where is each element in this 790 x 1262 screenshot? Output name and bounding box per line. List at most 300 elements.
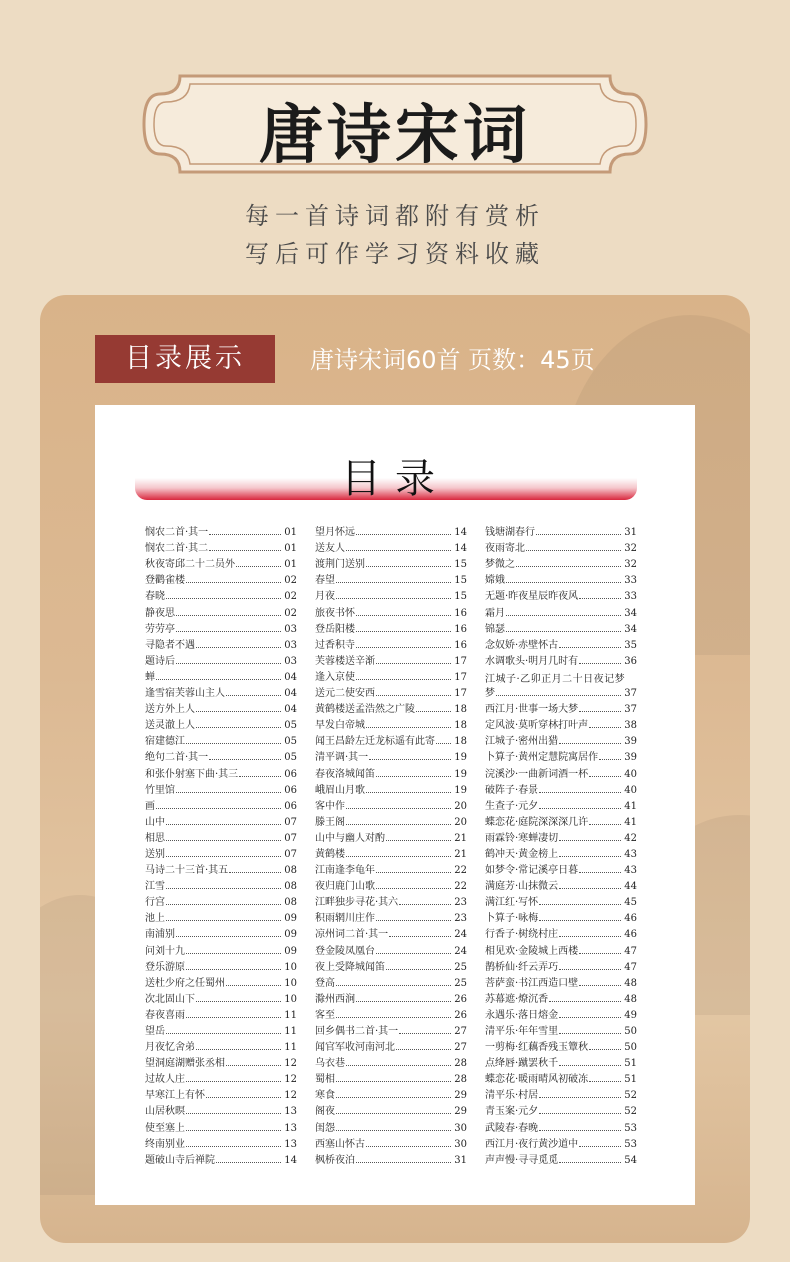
toc-entry: [145, 731, 297, 747]
dot-leader: [579, 663, 621, 664]
dot-leader: [186, 743, 281, 744]
dot-leader: [589, 776, 621, 777]
toc-entry-title: 破阵子·春景: [485, 784, 539, 796]
toc-entry-page: 07: [284, 816, 297, 828]
toc-entry-title: 送杜少府之任蜀州: [145, 977, 225, 989]
toc-entry-title: 闻王昌龄左迁龙标遥有此寄: [315, 736, 435, 748]
dot-leader: [376, 663, 451, 664]
toc-column: [485, 522, 637, 1166]
toc-entry-page: 02: [284, 575, 297, 587]
toc-entry: [145, 538, 297, 554]
toc-entry: [315, 667, 467, 683]
dot-leader: [436, 743, 451, 744]
toc-entry: [145, 1005, 297, 1021]
toc-entry-title: 过香积寺: [315, 639, 355, 651]
dot-leader: [166, 920, 281, 921]
toc-entry-page: 10: [284, 993, 297, 1005]
toc-entry-title: 满庭芳·山抹微云: [485, 881, 559, 893]
toc-entry-title: 春晓: [145, 591, 165, 603]
toc-entry-title: 望月怀远: [315, 527, 355, 539]
toc-entry-page: 14: [454, 527, 467, 539]
toc-entry-page: 21: [454, 832, 467, 844]
toc-entry-title: 南浦别: [145, 929, 175, 941]
toc-entry-page: 54: [624, 1154, 637, 1166]
toc-entry-title: 月夜忆舍弟: [145, 1042, 195, 1054]
toc-entry-page: 22: [454, 865, 467, 877]
dot-leader: [356, 679, 451, 680]
toc-entry-title: 望洞庭湖赠张丞相: [145, 1058, 225, 1070]
toc-entry-title: 蝶恋花·庭院深深深几许: [485, 816, 589, 828]
toc-entry-page: 27: [454, 1026, 467, 1037]
dot-leader: [166, 840, 281, 841]
toc-entry-title: 终南别业: [145, 1138, 185, 1150]
toc-entry-page: 52: [624, 1090, 637, 1102]
toc-entry: [485, 747, 637, 763]
toc-entry-title: 夜上受降城闻笛: [315, 961, 385, 973]
toc-entry-title: 题诗后: [145, 655, 175, 667]
toc-entry-page: 14: [454, 543, 467, 555]
dot-leader: [376, 872, 451, 873]
toc-entry: [485, 699, 637, 715]
toc-entry: [485, 522, 637, 538]
dot-leader: [376, 776, 451, 777]
dot-leader: [399, 904, 451, 905]
toc-entry: [485, 538, 637, 554]
toc-entry-page: 13: [284, 1106, 297, 1118]
toc-entry: [485, 1005, 637, 1021]
toc-entry: [485, 651, 637, 667]
toc-entry-page: 20: [454, 800, 467, 812]
dot-leader: [346, 824, 451, 825]
dot-leader: [176, 663, 281, 664]
dot-leader: [356, 631, 451, 632]
dot-leader: [176, 631, 281, 632]
toc-entry: [145, 940, 297, 956]
toc-entry: [485, 908, 637, 924]
toc-entry: [315, 908, 467, 924]
toc-entry: [315, 747, 467, 763]
toc-entry-title: 武陵春·春晚: [485, 1122, 539, 1134]
toc-entry: [315, 570, 467, 586]
dot-leader: [209, 759, 281, 760]
toc-entry-page: 19: [454, 752, 467, 764]
toc-entry: [145, 1085, 297, 1101]
dot-leader: [559, 1017, 621, 1018]
title-cartouche: [140, 72, 650, 176]
toc-entry-page: 52: [624, 1106, 637, 1118]
toc-entry-title: 画: [145, 800, 155, 812]
toc-entry-title: 送友人: [315, 543, 345, 555]
toc-entry: [145, 892, 297, 908]
dot-leader: [166, 824, 281, 825]
toc-entry-title: 马诗二十三首·其五: [145, 865, 229, 877]
toc-entry: [315, 1101, 467, 1117]
toc-title: 目录: [341, 456, 449, 502]
toc-entry: [145, 586, 297, 602]
toc-entry-title: 秋夜寄邱二十二员外: [145, 559, 235, 571]
toc-entry-title: 芙蓉楼送辛渐: [315, 655, 375, 667]
toc-entry-title: 相思: [145, 832, 165, 844]
toc-entry: [485, 586, 637, 602]
dot-leader: [559, 743, 621, 744]
toc-entry-title: 梦微之: [485, 559, 515, 571]
dot-leader: [579, 711, 621, 712]
toc-entry: [145, 683, 297, 699]
dot-leader: [166, 598, 281, 599]
dot-leader: [216, 1162, 281, 1163]
dot-leader: [389, 936, 451, 937]
toc-entry: [145, 1117, 297, 1133]
toc-entry: [315, 828, 467, 844]
toc-entry-title: 卜算子·黄州定慧院寓居作: [485, 752, 599, 764]
toc-entry-title: 蝉: [145, 671, 155, 683]
toc-entry-title: 静夜思: [145, 607, 175, 619]
dot-leader: [539, 920, 621, 921]
toc-entry: [485, 957, 637, 973]
toc-entry: [145, 635, 297, 651]
toc-entry-page: 08: [284, 881, 297, 893]
toc-entry: [315, 892, 467, 908]
dot-leader: [346, 856, 451, 857]
toc-entry: [315, 715, 467, 731]
dot-leader: [506, 631, 621, 632]
toc-entry-title: 钱塘湖春行: [485, 527, 535, 539]
toc-entry-page: 31: [624, 527, 637, 539]
toc-entry-title: 登金陵凤凰台: [315, 945, 375, 957]
toc-entry: [485, 812, 637, 828]
toc-entry-page: 46: [624, 929, 637, 941]
toc-entry: [145, 860, 297, 876]
toc-entry: [485, 1069, 637, 1085]
toc-entry-page: 11: [284, 1009, 297, 1021]
toc-entry-title: 满江红·写怀: [485, 897, 539, 909]
toc-entry-page: 21: [454, 848, 467, 860]
toc-entry-title: 江雪: [145, 881, 165, 893]
toc-entry-page: 03: [284, 655, 297, 667]
dot-leader: [589, 824, 621, 825]
dot-leader: [196, 1049, 281, 1050]
dot-leader: [376, 953, 451, 954]
toc-entry-page: 43: [624, 848, 637, 860]
toc-entry-page: 40: [624, 768, 637, 780]
dot-leader: [166, 904, 281, 905]
toc-entry: [315, 957, 467, 973]
toc-entry-page: 33: [624, 575, 637, 587]
dot-leader: [206, 1097, 281, 1098]
toc-entry-page: 29: [454, 1106, 467, 1118]
dot-leader: [539, 1113, 621, 1114]
toc-entry-page: 44: [624, 881, 637, 893]
dot-leader: [549, 1001, 621, 1002]
toc-entry-page: 15: [454, 575, 467, 587]
toc-entry: [485, 619, 637, 635]
toc-entry-title: 绝句二首·其一: [145, 752, 209, 764]
dot-leader: [196, 711, 281, 712]
dot-leader: [356, 1162, 451, 1163]
toc-entry-title: 和张仆射塞下曲·其三: [145, 768, 239, 780]
toc-entry-title: 送灵澈上人: [145, 720, 195, 732]
toc-entry-page: 31: [454, 1154, 467, 1166]
toc-entry: [315, 844, 467, 860]
toc-entry-title: 山中: [145, 816, 165, 828]
dot-leader: [156, 808, 281, 809]
toc-entry: [485, 876, 637, 892]
toc-entry-page: 09: [284, 913, 297, 925]
dot-leader: [579, 1146, 621, 1147]
dot-leader: [166, 856, 281, 857]
dot-leader: [559, 888, 621, 889]
dot-leader: [336, 1113, 451, 1114]
toc-entry-page: 39: [624, 736, 637, 748]
toc-entry: [315, 635, 467, 651]
toc-entry-title: 菩萨蛮·书江西造口壁: [485, 977, 579, 989]
toc-entry-title-wrap: 梦: [485, 688, 495, 700]
toc-entry: [315, 1037, 467, 1053]
toc-entry-page: 16: [454, 623, 467, 635]
toc-entry-title: 行宫: [145, 897, 165, 909]
toc-entry: [315, 1021, 467, 1037]
section-label: 目录展示: [95, 335, 275, 383]
toc-entry: [315, 1069, 467, 1085]
dot-leader: [386, 969, 451, 970]
toc-entry: [315, 554, 467, 570]
toc-entry-page: 37: [624, 688, 637, 700]
toc-entry-page: 45: [624, 897, 637, 909]
toc-entry: [145, 651, 297, 667]
toc-entry-page: 06: [284, 784, 297, 796]
toc-entry-title: 闻官军收河南河北: [315, 1042, 395, 1054]
toc-entry: [145, 924, 297, 940]
dot-leader: [539, 904, 621, 905]
toc-entry: [145, 1150, 297, 1166]
toc-entry: [145, 699, 297, 715]
toc-entry-page: 34: [624, 623, 637, 635]
dot-leader: [226, 1065, 281, 1066]
dot-leader: [589, 1081, 621, 1082]
toc-entry-page: 03: [284, 623, 297, 635]
toc-entry-title: 逢雪宿芙蓉山主人: [145, 688, 225, 700]
toc-entry: [485, 1117, 637, 1133]
toc-entry: [315, 699, 467, 715]
dot-leader: [416, 711, 451, 712]
dot-leader: [336, 1097, 451, 1098]
dot-leader: [186, 1081, 281, 1082]
toc-entry: [485, 1150, 637, 1166]
dot-leader: [336, 985, 451, 986]
toc-entry-page: 07: [284, 832, 297, 844]
toc-entry-title: 阁夜: [315, 1106, 335, 1118]
toc-entry-title: 问刘十九: [145, 945, 185, 957]
toc-entry-page: 50: [624, 1042, 637, 1054]
dot-leader: [356, 615, 451, 616]
toc-entry-page: 02: [284, 607, 297, 619]
toc-entry: [145, 812, 297, 828]
toc-entry-title: 鹤冲天·黄金榜上: [485, 848, 559, 860]
toc-entry-title: 宿建德江: [145, 736, 185, 748]
toc-entry-title: 客中作: [315, 800, 345, 812]
toc-entry-page: 34: [624, 607, 637, 619]
toc-entry: [145, 1101, 297, 1117]
toc-entry: [315, 1085, 467, 1101]
toc-entry-title: 清平乐·村居: [485, 1090, 539, 1102]
toc-entry-title: 清平乐·年年雪里: [485, 1026, 559, 1037]
dot-leader: [559, 1162, 621, 1163]
toc-entry: [145, 522, 297, 538]
toc-entry-page: 02: [284, 591, 297, 603]
dot-leader: [356, 647, 451, 648]
toc-entry-title: 鹊桥仙·纤云弄巧: [485, 961, 559, 973]
toc-entry-title: 定风波·莫听穿林打叶声: [485, 720, 589, 732]
dot-leader: [369, 759, 451, 760]
toc-entry-page: 11: [284, 1042, 297, 1054]
toc-entry-page: 50: [624, 1026, 637, 1037]
dot-leader: [336, 1081, 451, 1082]
toc-entry-title: 念奴娇·赤壁怀古: [485, 639, 559, 651]
toc-entry-page: 17: [454, 655, 467, 667]
dot-leader: [516, 566, 621, 567]
toc-entry-title: 西塞山怀古: [315, 1138, 365, 1150]
toc-entry: [145, 602, 297, 618]
toc-entry-title: 寻隐者不遇: [145, 639, 195, 651]
dot-leader: [559, 856, 621, 857]
dot-leader: [579, 953, 621, 954]
dot-leader: [176, 792, 281, 793]
dot-leader: [156, 679, 281, 680]
toc-entry-title: 峨眉山月歌: [315, 784, 365, 796]
toc-entry-title: 春夜喜雨: [145, 1009, 185, 1021]
toc-entry: [485, 763, 637, 779]
dot-leader: [539, 792, 621, 793]
toc-entry: [315, 940, 467, 956]
toc-entry-title: 夜归鹿门山歌: [315, 881, 375, 893]
toc-entry-title: 江城子·密州出猎: [485, 736, 559, 748]
dot-leader: [226, 985, 281, 986]
toc-entry-title: 西江月·世事一场大梦: [485, 704, 579, 716]
toc-entry-page: 15: [454, 559, 467, 571]
toc-entry: [315, 1117, 467, 1133]
toc-entry-title: 悯农二首·其一: [145, 527, 209, 539]
toc-entry-title: 月夜: [315, 591, 335, 603]
toc-entry: [145, 763, 297, 779]
dot-leader: [376, 695, 451, 696]
dot-leader: [346, 808, 451, 809]
dot-leader: [186, 582, 281, 583]
toc-entry-title: 旅夜书怀: [315, 607, 355, 619]
toc-entry-page: 18: [454, 720, 467, 732]
dot-leader: [186, 969, 281, 970]
toc-entry: [485, 731, 637, 747]
toc-entry-page: 16: [454, 607, 467, 619]
dot-leader: [166, 1033, 281, 1034]
toc-entry-title: 西江月·夜行黄沙道中: [485, 1138, 579, 1150]
toc-entry-title: 苏幕遮·燎沉香: [485, 993, 549, 1005]
toc-entry-title: 乌衣巷: [315, 1058, 345, 1070]
toc-entry: [315, 796, 467, 812]
toc-entry: [485, 940, 637, 956]
toc-entry-page: 04: [284, 671, 297, 683]
toc-entry-page: 04: [284, 704, 297, 716]
toc-entry-title: 登乐游原: [145, 961, 185, 973]
toc-entry: [315, 651, 467, 667]
toc-entry: [485, 715, 637, 731]
toc-entry-page: 19: [454, 768, 467, 780]
dot-leader: [559, 969, 621, 970]
toc-entry-title: 无题·昨夜星辰昨夜风: [485, 591, 579, 603]
toc-entry-page: 14: [284, 1154, 297, 1166]
toc-entry-title: 清平调·其一: [315, 752, 369, 764]
toc-entry: [485, 844, 637, 860]
dot-leader: [559, 936, 621, 937]
dot-leader: [209, 550, 281, 551]
dot-leader: [336, 1017, 451, 1018]
toc-entry: [485, 828, 637, 844]
toc-entry-title: 池上: [145, 913, 165, 925]
toc-entry-page: 35: [624, 639, 637, 651]
toc-entry: [145, 1069, 297, 1085]
toc-entry-page: 06: [284, 768, 297, 780]
toc-entry-title: 春夜洛城闻笛: [315, 768, 375, 780]
toc-entry-page: 47: [624, 961, 637, 973]
dot-leader: [559, 1033, 621, 1034]
toc-entry-page: 20: [454, 816, 467, 828]
toc-entry: [145, 1037, 297, 1053]
toc-entry-page: 05: [284, 752, 297, 764]
toc-entry: [315, 1005, 467, 1021]
dot-leader: [589, 1049, 621, 1050]
toc-entry-page: 05: [284, 736, 297, 748]
page-title: 唐诗宋词: [259, 98, 531, 173]
toc-entry: [315, 860, 467, 876]
toc-entry-page: 32: [624, 543, 637, 555]
toc-entry-title: 水调歌头·明月几时有: [485, 655, 579, 667]
toc-entry-title: 青玉案·元夕: [485, 1106, 539, 1118]
toc-entry: [145, 796, 297, 812]
toc-entry: [315, 1134, 467, 1150]
toc-entry-title: 枫桥夜泊: [315, 1154, 355, 1166]
toc-entry-title: 生查子·元夕: [485, 800, 539, 812]
toc-entry-page: 16: [454, 639, 467, 651]
section-info: 唐诗宋词60首 页数：45页: [310, 346, 595, 374]
dot-leader: [539, 808, 621, 809]
toc-entry: [145, 876, 297, 892]
toc-entry: [485, 989, 637, 1005]
toc-entry-title: 闺怨: [315, 1122, 335, 1134]
toc-entry-title: 江南逢李龟年: [315, 865, 375, 877]
toc-entry-page: 53: [624, 1138, 637, 1150]
toc-entry-title: 悯农二首·其二: [145, 543, 209, 555]
dot-leader: [236, 566, 281, 567]
toc-entry: [145, 908, 297, 924]
toc-entry-page: 17: [454, 671, 467, 683]
toc-entry-page: 42: [624, 832, 637, 844]
toc-entry: [315, 586, 467, 602]
toc-entry-page: 32: [624, 559, 637, 571]
toc-entry-page: 27: [454, 1042, 467, 1054]
toc-entry: [145, 957, 297, 973]
toc-entry: [145, 1134, 297, 1150]
toc-entry-title: 江畔独步寻花·其六: [315, 897, 399, 909]
toc-entry-page: 11: [284, 1026, 297, 1037]
toc-entry: [485, 1085, 637, 1101]
toc-entry-title: 黄鹤楼: [315, 848, 345, 860]
dot-leader: [346, 1065, 451, 1066]
dot-leader: [559, 840, 621, 841]
toc-entry-page: 08: [284, 865, 297, 877]
dot-leader: [226, 695, 281, 696]
dot-leader: [506, 615, 621, 616]
dot-leader: [186, 953, 281, 954]
dot-leader: [356, 534, 451, 535]
